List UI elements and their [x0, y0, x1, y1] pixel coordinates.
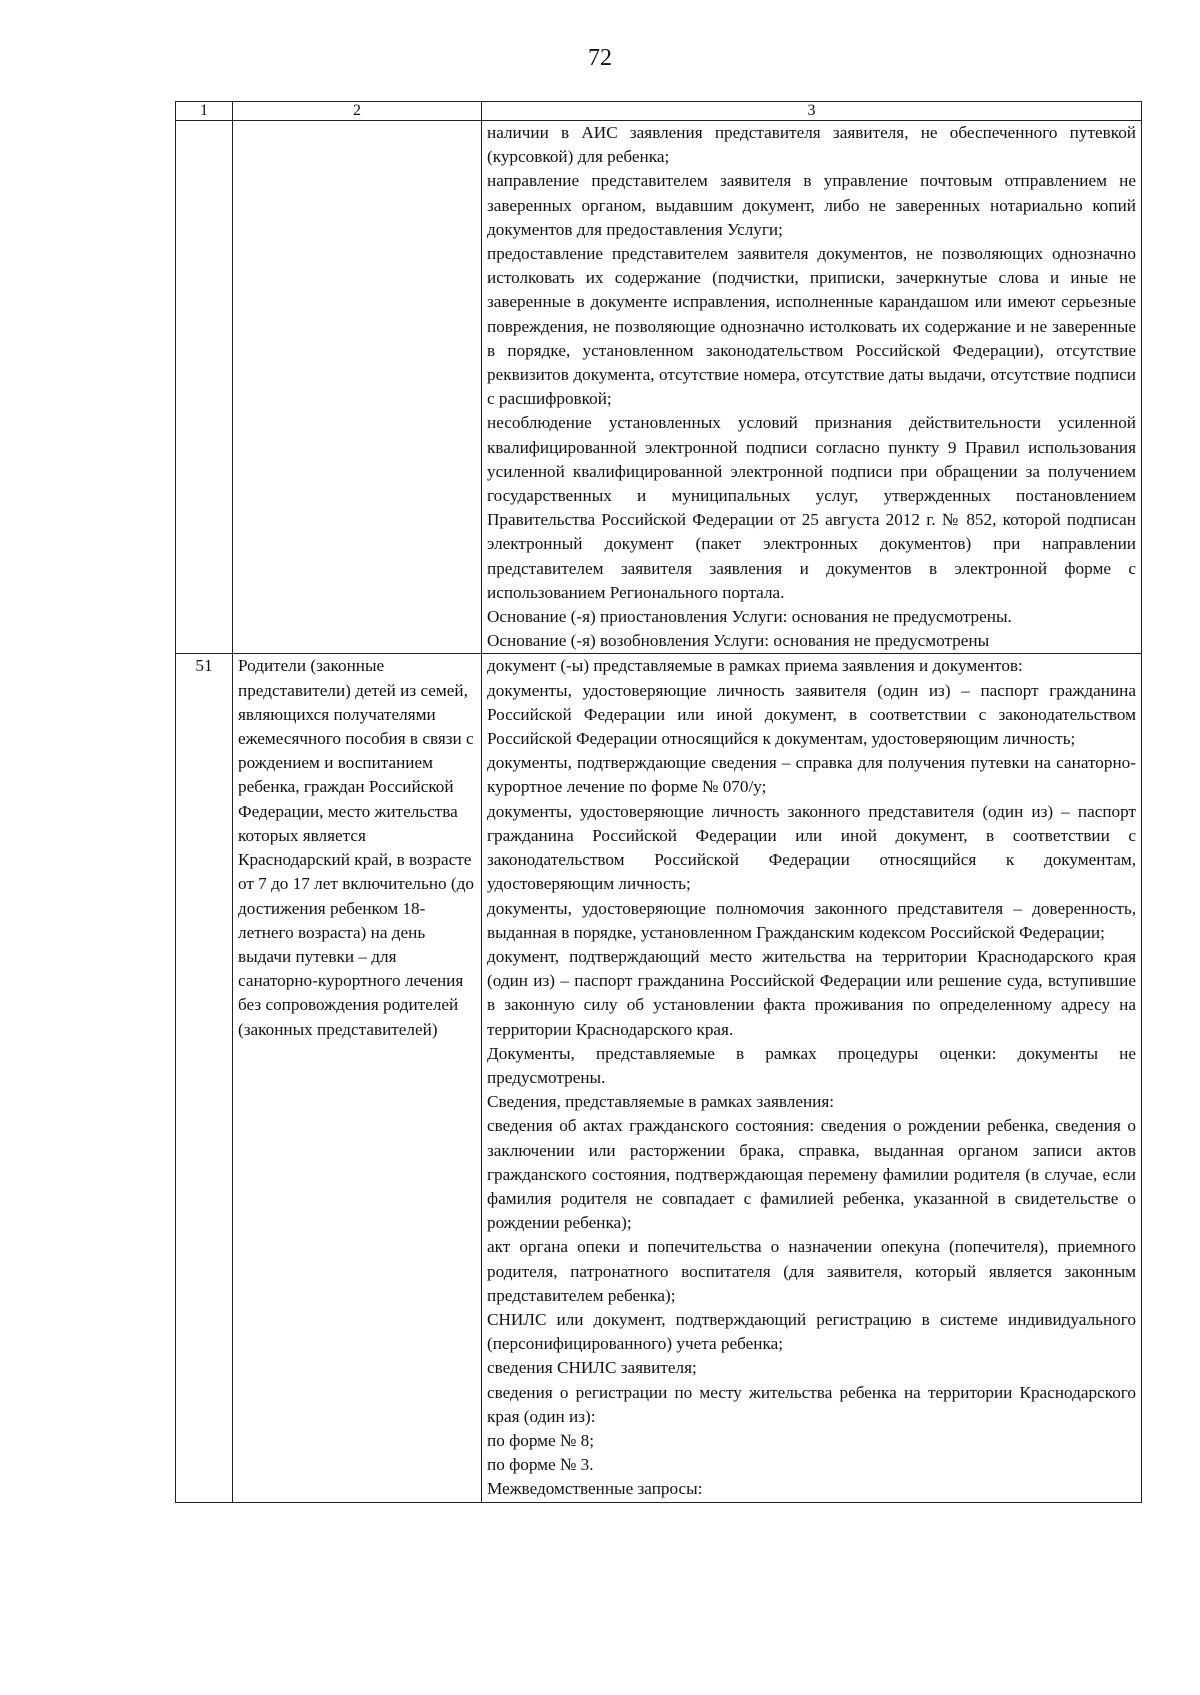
row-content: [482, 121, 1142, 654]
paragraph: документы, подтверждающие сведения – справка для получения путевки на санаторно-курортное лечение по форме № 070/у;: [487, 753, 1136, 797]
paragraph: документы, удостоверяющие полномочия законного представителя – доверенность, выданная в порядке, установленном Гражданским кодексом Российской Федерации;: [487, 898, 1136, 942]
paragraph: направление представителем заявителя в управление почтовым отправлением не заверенных органом, выдавшим документ, либо не заверенных нотариально копий документов для предоставления Услуги;: [487, 171, 1136, 239]
paragraph: документы, удостоверяющие личность законного представителя (один из) – паспорт гражданина Российской Федерации или иной документ, в соответствии с законодательством Российской Федерации относящийся к документам, удостоверяющим личность;: [487, 801, 1136, 894]
row-category: Родители (законные представители) детей из семей, являющихся получателями ежемесячного пособия в связи с рождением и воспитанием ребенка, граждан Российской Федерации, место жительства которых является Краснодарский край, в возрасте от 7 до 17 лет включительно (до достижения ребенком 18-летнего возраста) на день выдачи путевки – для санаторно-курортного лечения без сопровождения родителей (законных представителей): [233, 654, 482, 1502]
paragraph: сведения СНИЛС заявителя;: [487, 1358, 697, 1378]
row-number: [176, 121, 233, 654]
paragraph: несоблюдение установленных условий признания действительности усиленной квалифицированной электронной подписи согласно пункту 9 Правил использования усиленной квалифицированной электронной подписи при обращении за получением государственных и муниципальных услуг, утвержденных постановлением Правительства Российской Федерации от 25 августа 2012 г. № 852, которой подписан электронный документ (пакет электронных документов) при направлении представителем заявителя заявления и документов в электронной форме с использованием Регионального портала.: [487, 413, 1136, 602]
table-header-row: [176, 102, 1142, 121]
table-row: [176, 654, 1142, 1502]
paragraph: Основание (-я) возобновления Услуги: основания не предусмотрены: [487, 631, 990, 651]
paragraph: по форме № 8;: [487, 1430, 595, 1450]
header-col-2: 2: [233, 102, 482, 121]
paragraph: сведения об актах гражданского состояния: сведения о рождении ребенка, сведения о заключении или расторжении брака, справка, выданная органом записи актов гражданского состояния, подтверждающая перемену фамилии родителя (в случае, если фамилия родителя не совпадает с фамилией ребенка, указанной в свидетельстве о рождении ребенка);: [487, 1116, 1136, 1233]
paragraph: документ (-ы) представляемые в рамках приема заявления и документов:: [487, 656, 1023, 676]
document-table: [175, 101, 1142, 1503]
paragraph: документ, подтверждающий место жительства на территории Краснодарского края (один из) – паспорт гражданина Российской Федерации или решение суда, вступившие в законную силу об установлении факта проживания по определенному адресу на территории Краснодарского края.: [487, 946, 1136, 1039]
header-col-1: 1: [176, 102, 233, 121]
paragraph: СНИЛС или документ, подтверждающий регистрацию в системе индивидуального (персонифицированного) учета ребенка;: [487, 1309, 1136, 1354]
paragraph: Основание (-я) приостановления Услуги: основания не предусмотрены.: [487, 607, 1012, 627]
header-col-3: 3: [482, 102, 1142, 121]
paragraph: наличии в АИС заявления представителя заявителя, не обеспеченного путевкой (курсовкой) для ребенка;: [487, 123, 1136, 167]
row-category: [233, 121, 482, 654]
paragraph: предоставление представителем заявителя документов, не позволяющих однозначно истолковать их содержание (подчистки, приписки, зачеркнутые слова и иные не заверенные в документе исправления, исполненные карандашом или имеют серьезные повреждения, не позволяющие однозначно истолковать их содержание и не заверенные в порядке, установленном законодательством Российской Федерации), отсутствие реквизитов документа, отсутствие номера, отсутствие даты выдачи, отсутствие подписи с расшифровкой;: [487, 244, 1136, 409]
paragraph: Сведения, представляемые в рамках заявления:: [487, 1092, 835, 1112]
paragraph: акт органа опеки и попечительства о назначении опекуна (попечителя), приемного родителя, патронатного воспитателя (для заявителя, который является законным представителем ребенка);: [487, 1237, 1136, 1305]
paragraph: сведения о регистрации по месту жительства ребенка на территории Краснодарского края (один из):: [487, 1382, 1136, 1426]
page-number: 72: [588, 45, 612, 71]
row-number: 51: [176, 654, 233, 1502]
table-row: [176, 121, 1142, 654]
row-content: [482, 654, 1142, 1502]
paragraph: документы, удостоверяющие личность заявителя (один из) – паспорт гражданина Российской Федерации или иной документ, в соответствии с законодательством Российской Федерации относящийся к документам, удостоверяющим личность;: [487, 680, 1136, 749]
paragraph: Документы, представляемые в рамках процедуры оценки: документы не предусмотрены.: [487, 1043, 1136, 1087]
paragraph: Межведомственные запросы:: [487, 1479, 703, 1499]
paragraph: по форме № 3.: [487, 1455, 594, 1475]
